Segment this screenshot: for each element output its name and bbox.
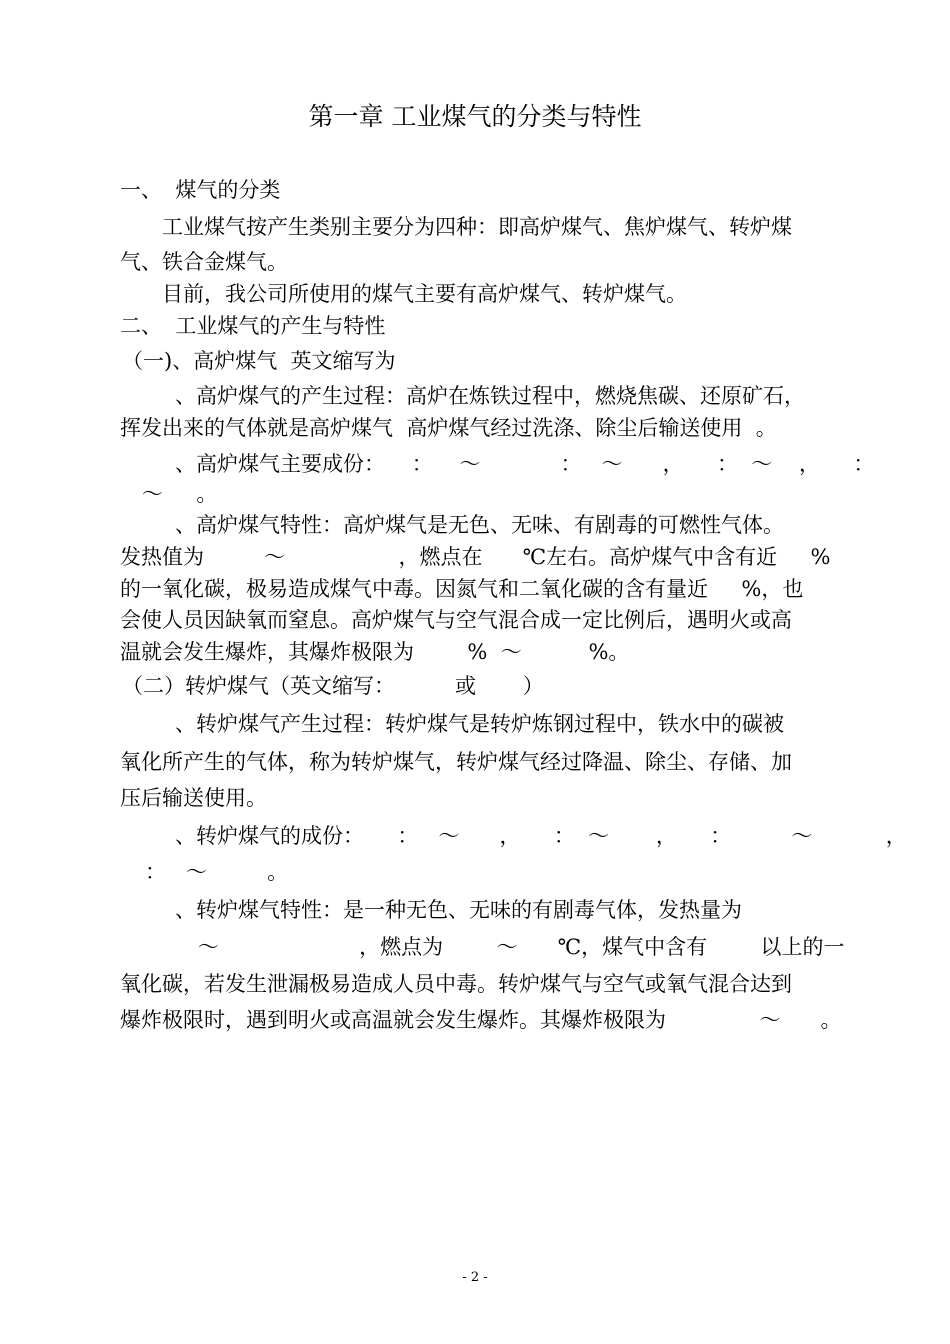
paragraph-line: 温就会发生爆炸，其爆炸极限为 % ～ %。 — [120, 640, 630, 664]
chapter-title: 第一章 工业煤气的分类与特性 — [308, 102, 642, 131]
paragraph-line: ～ 。 — [142, 482, 218, 506]
paragraph-line: 会使人员因缺氧而窒息。高炉煤气与空气混合成一定比例后，遇明火或高 — [120, 608, 792, 632]
paragraph-line: 目前，我公司所使用的煤气主要有高炉煤气、转炉煤气。 — [162, 282, 687, 306]
section-heading: 一、 煤气的分类 — [120, 178, 281, 202]
subsection-heading: （一)、高炉煤气 英文缩写为 — [122, 349, 396, 373]
paragraph-line: 、高炉煤气主要成份： ： ～ ： ～ ， ： ～ ， ： — [175, 452, 875, 476]
paragraph-line: 工业煤气按产生类别主要分为四种：即高炉煤气、焦炉煤气、转炉煤 — [162, 215, 792, 239]
paragraph-line: 、转炉煤气的成份： ： ～ ， ： ～ ， ： ～ ， — [175, 824, 907, 848]
paragraph-line: ： ～ 。 — [145, 860, 289, 884]
subsection-heading: （二）转炉煤气（英文缩写： 或 ） — [122, 674, 544, 698]
paragraph-line: 的一氧化碳，极易造成煤气中毒。因氮气和二氧化碳的含有量近 %，也 — [120, 577, 804, 601]
paragraph-line: 氧化碳，若发生泄漏极易造成人员中毒。转炉煤气与空气或氧气混合达到 — [120, 972, 792, 996]
paragraph-line: 、高炉煤气的产生过程：高炉在炼铁过程中，燃烧焦碳、还原矿石， — [175, 384, 805, 408]
section-heading: 二、 工业煤气的产生与特性 — [120, 314, 386, 338]
paragraph-line: 压后输送使用。 — [120, 786, 267, 810]
paragraph-line: 、转炉煤气特性：是一种无色、无味的有剧毒气体，发热量为 — [175, 898, 742, 922]
paragraph-line: 爆炸极限时，遇到明火或高温就会发生爆炸。其爆炸极限为 ～ 。 — [120, 1008, 842, 1032]
paragraph-line: 氧化所产生的气体，称为转炉煤气，转炉煤气经过降温、除尘、存储、加 — [120, 750, 792, 774]
paragraph-line: 、转炉煤气产生过程：转炉煤气是转炉炼钢过程中，铁水中的碳被 — [175, 712, 784, 736]
paragraph-line: 发热值为 ～ ，燃点在 ℃左右。高炉煤气中含有近 % — [120, 545, 831, 569]
paragraph-line: ～ ，燃点为 ～ ℃，煤气中含有 以上的一 — [198, 935, 845, 959]
paragraph-line: 气、铁合金煤气。 — [120, 250, 288, 274]
page-number: - 2 - — [462, 1270, 488, 1285]
paragraph-line: 、高炉煤气特性：高炉煤气是无色、无味、有剧毒的可燃性气体。 — [175, 513, 784, 537]
paragraph-line: 挥发出来的气体就是高炉煤气 高炉煤气经过洗涤、除尘后输送使用 。 — [120, 416, 777, 440]
